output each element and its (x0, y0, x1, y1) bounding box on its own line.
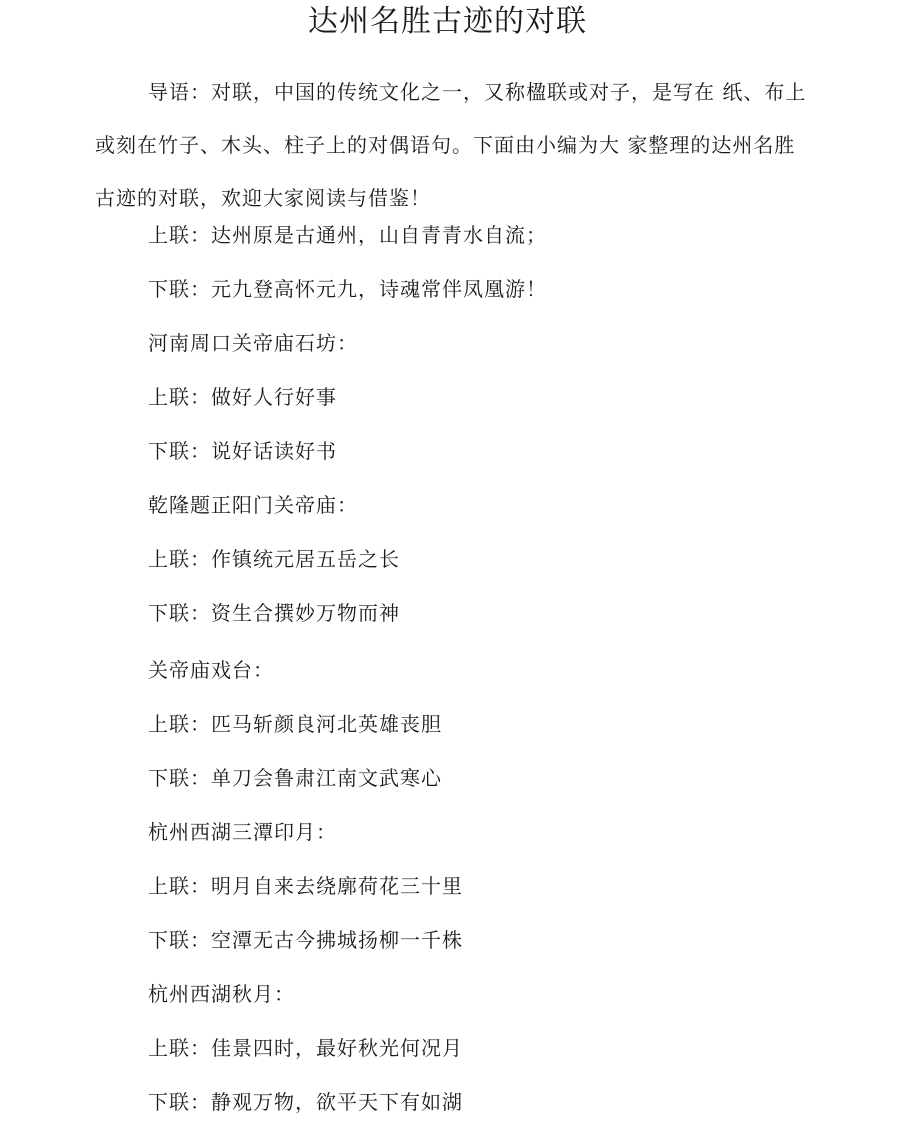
couplet-line: 上联：达州原是古通州，山自青青水自流； (148, 223, 547, 247)
couplet-line: 下联：资生合撰妙万物而神 (148, 601, 400, 625)
couplet-line: 下联：说好话读好书 (148, 439, 337, 463)
couplet-line: 上联：佳景四时，最好秋光何况月 (148, 1036, 463, 1060)
section-heading: 乾隆题正阳门关帝庙： (148, 493, 358, 517)
section-heading: 杭州西湖三潭印月： (148, 820, 337, 844)
couplet-line: 下联：静观万物，欲平天下有如湖 (148, 1090, 463, 1114)
section-heading: 河南周口关帝庙石坊： (148, 331, 358, 355)
couplet-line: 下联：元九登高怀元九，诗魂常伴凤凰游！ (148, 277, 547, 301)
section-heading: 杭州西湖秋月： (148, 982, 295, 1006)
intro-paragraph: 导语：对联，中国的传统文化之一，又称楹联或对子，是写在 纸、布上或刻在竹子、木头、柱子上的对偶语句。下面由小编为大 家整理的达州名胜古迹的对联，欢迎大家阅读与借鉴！ (95, 80, 807, 210)
couplet-line: 上联：明月自来去绕廓荷花三十里 (148, 874, 463, 898)
couplet-line: 下联：空潭无古今拂城扬柳一千株 (148, 928, 463, 952)
couplet-line: 上联：做好人行好事 (148, 385, 337, 409)
couplet-line: 下联：单刀会鲁肃江南文武寒心 (148, 766, 442, 790)
document-title: 达州名胜古迹的对联 (308, 4, 587, 39)
couplet-line: 上联：匹马斩颜良河北英雄丧胆 (148, 712, 442, 736)
couplet-line: 上联：作镇统元居五岳之长 (148, 547, 400, 571)
section-heading: 关帝庙戏台： (148, 658, 274, 682)
